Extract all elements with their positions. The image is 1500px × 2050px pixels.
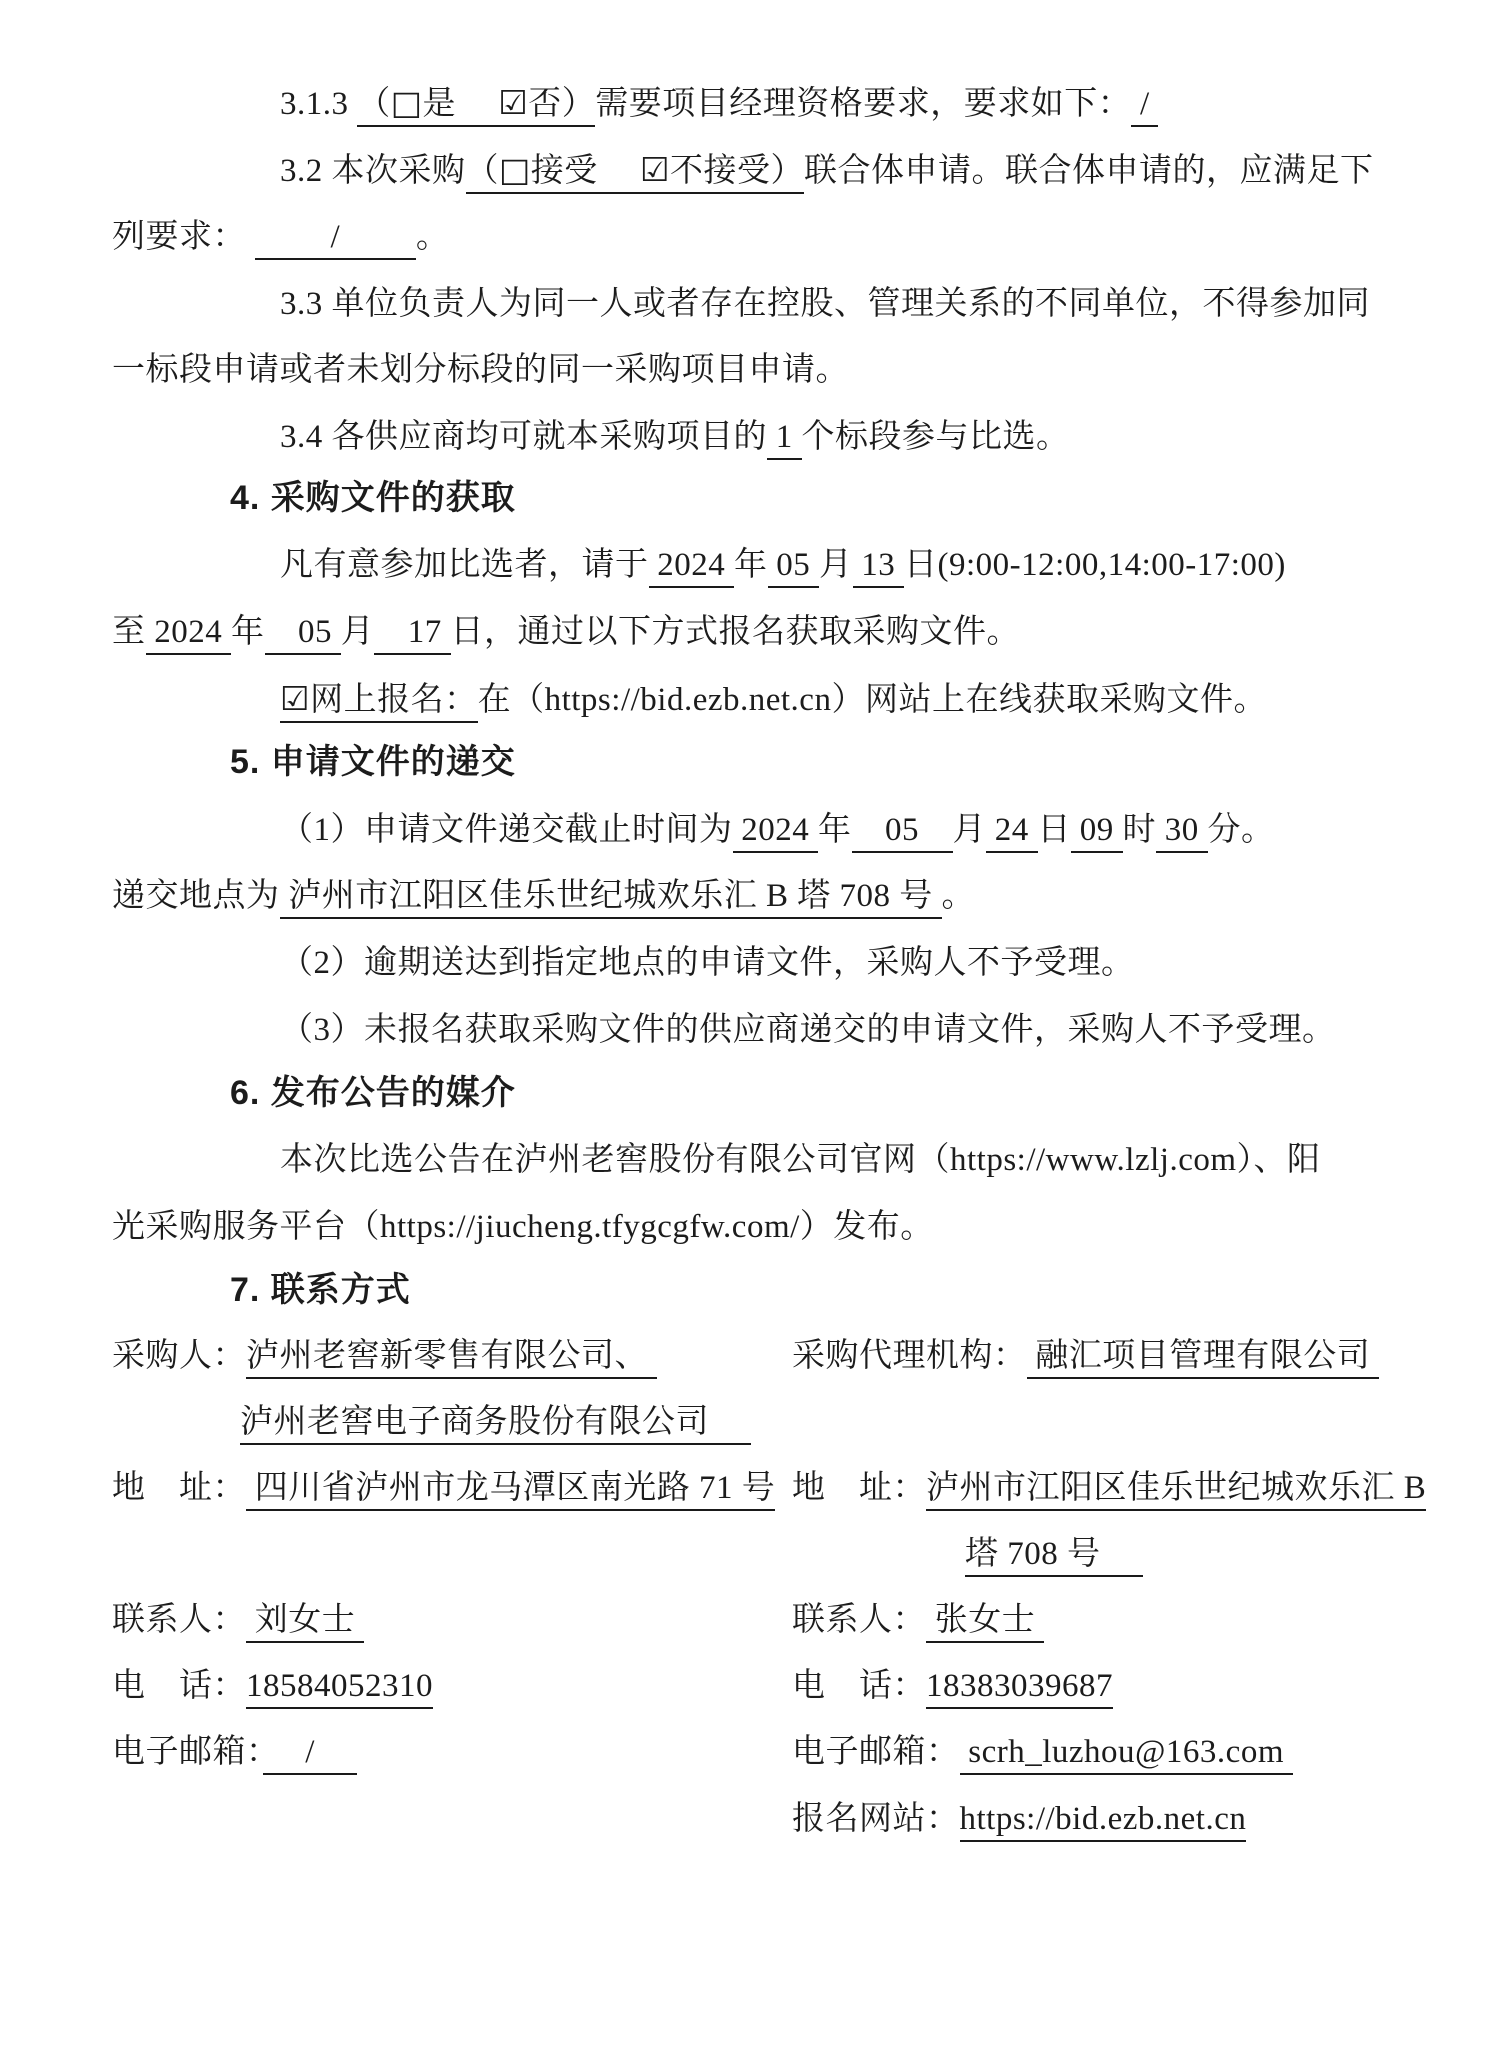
heading-section-4 xyxy=(230,476,516,520)
text-segment: 电 话： xyxy=(792,1668,926,1704)
agency-name-value: 融汇项目管理有限公司 xyxy=(1027,1338,1380,1379)
manager-requirement-blank-field: / xyxy=(1131,86,1158,127)
online-registration-line xyxy=(280,677,1267,722)
purchaser-contact-value: 刘女士 xyxy=(246,1602,364,1643)
text-segment: 日(9:00-12:00,14:00-17:00) xyxy=(904,547,1286,583)
text-segment: 凡有意参加比选者，请于 xyxy=(280,547,649,583)
joint-venture-blank-field: / xyxy=(255,219,416,260)
deadline-day-value: 24 xyxy=(986,812,1038,853)
text-segment: 日 xyxy=(1037,812,1071,848)
agency-contact-value: 张女士 xyxy=(926,1602,1044,1643)
text-segment: 否） xyxy=(528,86,596,122)
text-segment: 月 xyxy=(340,614,375,650)
deadline-year-value: 2024 xyxy=(733,812,819,853)
text-segment: 报名网站： xyxy=(792,1801,960,1837)
agency-address-line-2: 塔 708 号 xyxy=(965,1536,1143,1577)
address-row-right xyxy=(792,1466,1426,1510)
text-segment: 递交地点为 xyxy=(112,878,280,914)
clause-3-1-3 xyxy=(280,81,1158,126)
text-segment: （ xyxy=(465,153,499,189)
para-5-item-1-line-1 xyxy=(280,808,1275,852)
obtain-end-month-value: 05 xyxy=(265,614,341,655)
deadline-minute-value: 30 xyxy=(1156,812,1208,853)
checkbox-checked-icon: ☑ xyxy=(280,679,311,718)
text-segment: 3.1.3 xyxy=(280,86,358,122)
email-row-right xyxy=(792,1730,1293,1774)
para-6-line-1 xyxy=(280,1138,1321,1182)
text-segment: 。 xyxy=(415,219,450,255)
text-segment: 联合体申请。联合体申请的，应满足下 xyxy=(804,153,1374,189)
para-5-item-3 xyxy=(280,1008,1336,1052)
contact-row-right xyxy=(792,1598,1044,1642)
purchaser-address-value: 四川省泸州市龙马潭区南光路 71 号 xyxy=(246,1470,775,1511)
text-segment: （3）未报名获取采购文件的供应商递交的申请文件，采购人不予受理。 xyxy=(280,1012,1336,1048)
text-segment: 5. 申请文件的递交 xyxy=(230,743,516,781)
lot-count-value: 1 xyxy=(767,419,802,460)
agency-phone-value: 18383039687 xyxy=(926,1668,1113,1709)
contact-row-left xyxy=(112,1598,364,1642)
checkbox-checked-icon: ☑ xyxy=(639,150,671,189)
purchaser-name-line-2: 泸州老窖电子商务股份有限公司 xyxy=(240,1404,751,1445)
text-segment: 个标段参与比选。 xyxy=(801,419,1070,455)
clause-3-4 xyxy=(280,415,1070,459)
purchaser-row-2-left xyxy=(240,1400,751,1444)
agency-email-value: scrh_luzhou@163.com xyxy=(960,1734,1293,1775)
text-segment: （1）申请文件递交截止时间为 xyxy=(280,812,733,848)
underlined-field xyxy=(280,679,478,723)
underlined-field xyxy=(357,83,596,127)
text-segment: 年 xyxy=(231,614,265,650)
deadline-hour-value: 09 xyxy=(1071,812,1123,853)
signup-website-row-right xyxy=(792,1797,1246,1841)
text-segment: 时 xyxy=(1122,812,1156,848)
obtain-start-month-value: 05 xyxy=(768,547,820,588)
agency-row-right xyxy=(792,1334,1379,1378)
obtain-end-day-value: 17 xyxy=(374,614,450,655)
obtain-start-year-value: 2024 xyxy=(649,547,735,588)
email-row-left xyxy=(112,1730,357,1774)
text-segment: 7. 联系方式 xyxy=(230,1271,411,1309)
text-segment: 电子邮箱： xyxy=(792,1734,960,1770)
obtain-start-day-value: 13 xyxy=(853,547,905,588)
text-segment: 月 xyxy=(819,547,853,583)
phone-row-left xyxy=(112,1664,433,1708)
text-segment: 联系人： xyxy=(112,1602,246,1638)
text-segment: 在（https://bid.ezb.net.cn）网站上在线获取采购文件。 xyxy=(477,682,1267,718)
purchaser-phone-value: 18584052310 xyxy=(246,1668,433,1709)
text-segment: 电 话： xyxy=(112,1668,246,1704)
text-segment: 3.3 单位负责人为同一人或者存在控股、管理关系的不同单位，不得参加同 xyxy=(280,286,1370,322)
heading-section-7 xyxy=(230,1268,411,1312)
text-segment: 月 xyxy=(952,812,986,848)
clause-3-2-line-2 xyxy=(112,215,449,259)
para-6-line-2 xyxy=(112,1205,934,1249)
text-segment: 日，通过以下方式报名获取采购文件。 xyxy=(450,614,1020,650)
text-segment: 网上报名： xyxy=(310,682,478,718)
heading-section-5 xyxy=(230,740,516,784)
text-segment: 地 址： xyxy=(792,1470,926,1506)
text-segment: 电子邮箱： xyxy=(112,1734,263,1770)
obtain-end-year-value: 2024 xyxy=(146,614,232,655)
deadline-month-value: 05 xyxy=(852,812,953,853)
text-segment: 3.2 本次采购 xyxy=(280,153,466,189)
clause-3-3-line-1 xyxy=(280,282,1370,326)
heading-section-6 xyxy=(230,1071,516,1115)
text-segment: 一标段申请或者未划分标段的同一采购项目申请。 xyxy=(112,352,849,388)
text-segment: 采购人： xyxy=(112,1338,246,1374)
address-row-2-right xyxy=(965,1532,1143,1576)
text-segment: 。 xyxy=(941,878,976,914)
clause-3-3-line-2 xyxy=(112,348,849,392)
text-segment: 联系人： xyxy=(792,1602,926,1638)
purchaser-email-blank-field: / xyxy=(263,1734,357,1775)
agency-address-line-1: 泸州市江阳区佳乐世纪城欢乐汇 B xyxy=(926,1470,1426,1511)
text-segment: 不接受） xyxy=(670,153,805,189)
text-segment: 本次比选公告在泸州老窖股份有限公司官网（https://www.lzlj.com）、阳 xyxy=(280,1142,1321,1178)
text-segment: 6. 发布公告的媒介 xyxy=(230,1074,516,1112)
text-segment: 分。 xyxy=(1207,812,1275,848)
text-segment: （2）逾期送达到指定地点的申请文件，采购人不予受理。 xyxy=(280,945,1135,981)
text-segment: 光采购服务平台（https://jiucheng.tfygcgfw.com/）发布。 xyxy=(112,1209,934,1245)
clause-3-2-line-1 xyxy=(280,148,1374,193)
checkbox-unchecked-icon: □ xyxy=(390,83,423,122)
text-segment: 接受 xyxy=(530,153,640,189)
text-segment: （ xyxy=(357,86,391,122)
para-4-line-2 xyxy=(112,610,1020,654)
text-segment: 年 xyxy=(734,547,768,583)
purchaser-name-line-1: 泸州老窖新零售有限公司、 xyxy=(246,1338,657,1379)
text-segment: 列要求： xyxy=(112,219,255,255)
text-segment: 采购代理机构： xyxy=(792,1338,1027,1374)
text-segment: 是 xyxy=(422,86,499,122)
text-segment: 3.4 各供应商均可就本采购项目的 xyxy=(280,419,767,455)
text-segment: 年 xyxy=(818,812,852,848)
text-segment: 需要项目经理资格要求，要求如下： xyxy=(595,86,1132,122)
checkbox-unchecked-icon: □ xyxy=(499,150,531,189)
phone-row-right xyxy=(792,1664,1113,1708)
address-row-left xyxy=(112,1466,775,1510)
text-segment: 4. 采购文件的获取 xyxy=(230,479,516,517)
para-5-item-2 xyxy=(280,941,1135,985)
underlined-field xyxy=(465,150,805,194)
text-segment: 至 xyxy=(112,614,146,650)
para-5-item-1-line-2 xyxy=(112,874,975,918)
submission-address-value: 泸州市江阳区佳乐世纪城欢乐汇 B 塔 708 号 xyxy=(280,878,942,919)
purchaser-row-left xyxy=(112,1334,657,1378)
para-4-line-1 xyxy=(280,543,1286,587)
signup-website-value: https://bid.ezb.net.cn xyxy=(960,1801,1247,1842)
checkbox-checked-icon: ☑ xyxy=(498,83,529,122)
text-segment: 地 址： xyxy=(112,1470,246,1506)
